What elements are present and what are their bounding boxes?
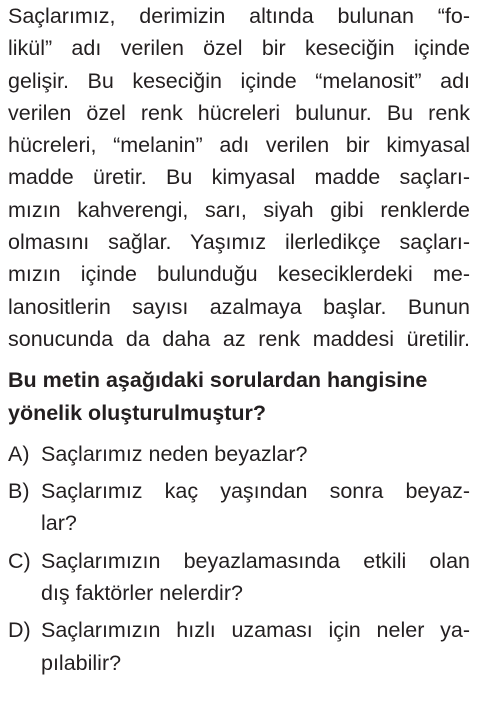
passage-line: sonucunda da daha az renk maddesi üretilir. <box>8 326 470 351</box>
option-text: Saçlarımız neden beyazlar? <box>41 441 308 466</box>
passage-line: mızın içinde bulunduğu keseciklerdeki me- <box>8 262 470 287</box>
question-line: Bu metin aşağıdaki sorulardan hangisine <box>8 368 428 393</box>
reading-passage <box>8 0 470 355</box>
option-letter: A) <box>8 441 30 466</box>
option-letter: B) <box>8 479 30 504</box>
option-letter: C) <box>8 548 31 573</box>
option-b[interactable] <box>8 475 470 540</box>
passage-line: gelişir. Bu keseciğin içinde “melanosit” adı <box>8 68 470 93</box>
answer-options <box>8 438 470 679</box>
option-text: dış faktörler nelerdir? <box>41 581 243 606</box>
option-text: Saçlarımız kaç yaşından sonra beyaz- <box>41 479 470 504</box>
option-text: Saçlarımızın hızlı uzaması için neler ya- <box>41 618 470 643</box>
question-line: yönelik oluşturulmuştur? <box>8 400 267 425</box>
option-text: pılabilir? <box>41 650 122 675</box>
question-page <box>8 0 470 684</box>
option-text: Saçlarımızın beyazlamasında etkili olan <box>41 548 470 573</box>
option-letter: D) <box>8 618 31 643</box>
passage-line: mızın kahverengi, sarı, siyah gibi renklerde <box>8 197 470 222</box>
option-a[interactable] <box>8 438 470 470</box>
passage-line: madde üretir. Bu kimyasal madde saçları- <box>8 165 470 190</box>
option-text: lar? <box>41 511 77 536</box>
passage-line: verilen özel renk hücreleri bulunur. Bu renk <box>8 100 470 125</box>
option-c[interactable] <box>8 545 470 610</box>
question-stem <box>8 364 470 429</box>
passage-line: likül” adı verilen özel bir keseciğin içinde <box>8 36 470 61</box>
option-d[interactable] <box>8 614 470 679</box>
passage-line: hücreleri, “melanin” adı verilen bir kimyasal <box>8 133 470 158</box>
passage-line: lanositlerin sayısı azalmaya başlar. Bunun <box>8 294 470 319</box>
passage-line: Saçlarımız, derimizin altında bulunan “fo- <box>8 4 470 28</box>
passage-line: olmasını sağlar. Yaşımız ilerledikçe saçları- <box>8 230 470 255</box>
